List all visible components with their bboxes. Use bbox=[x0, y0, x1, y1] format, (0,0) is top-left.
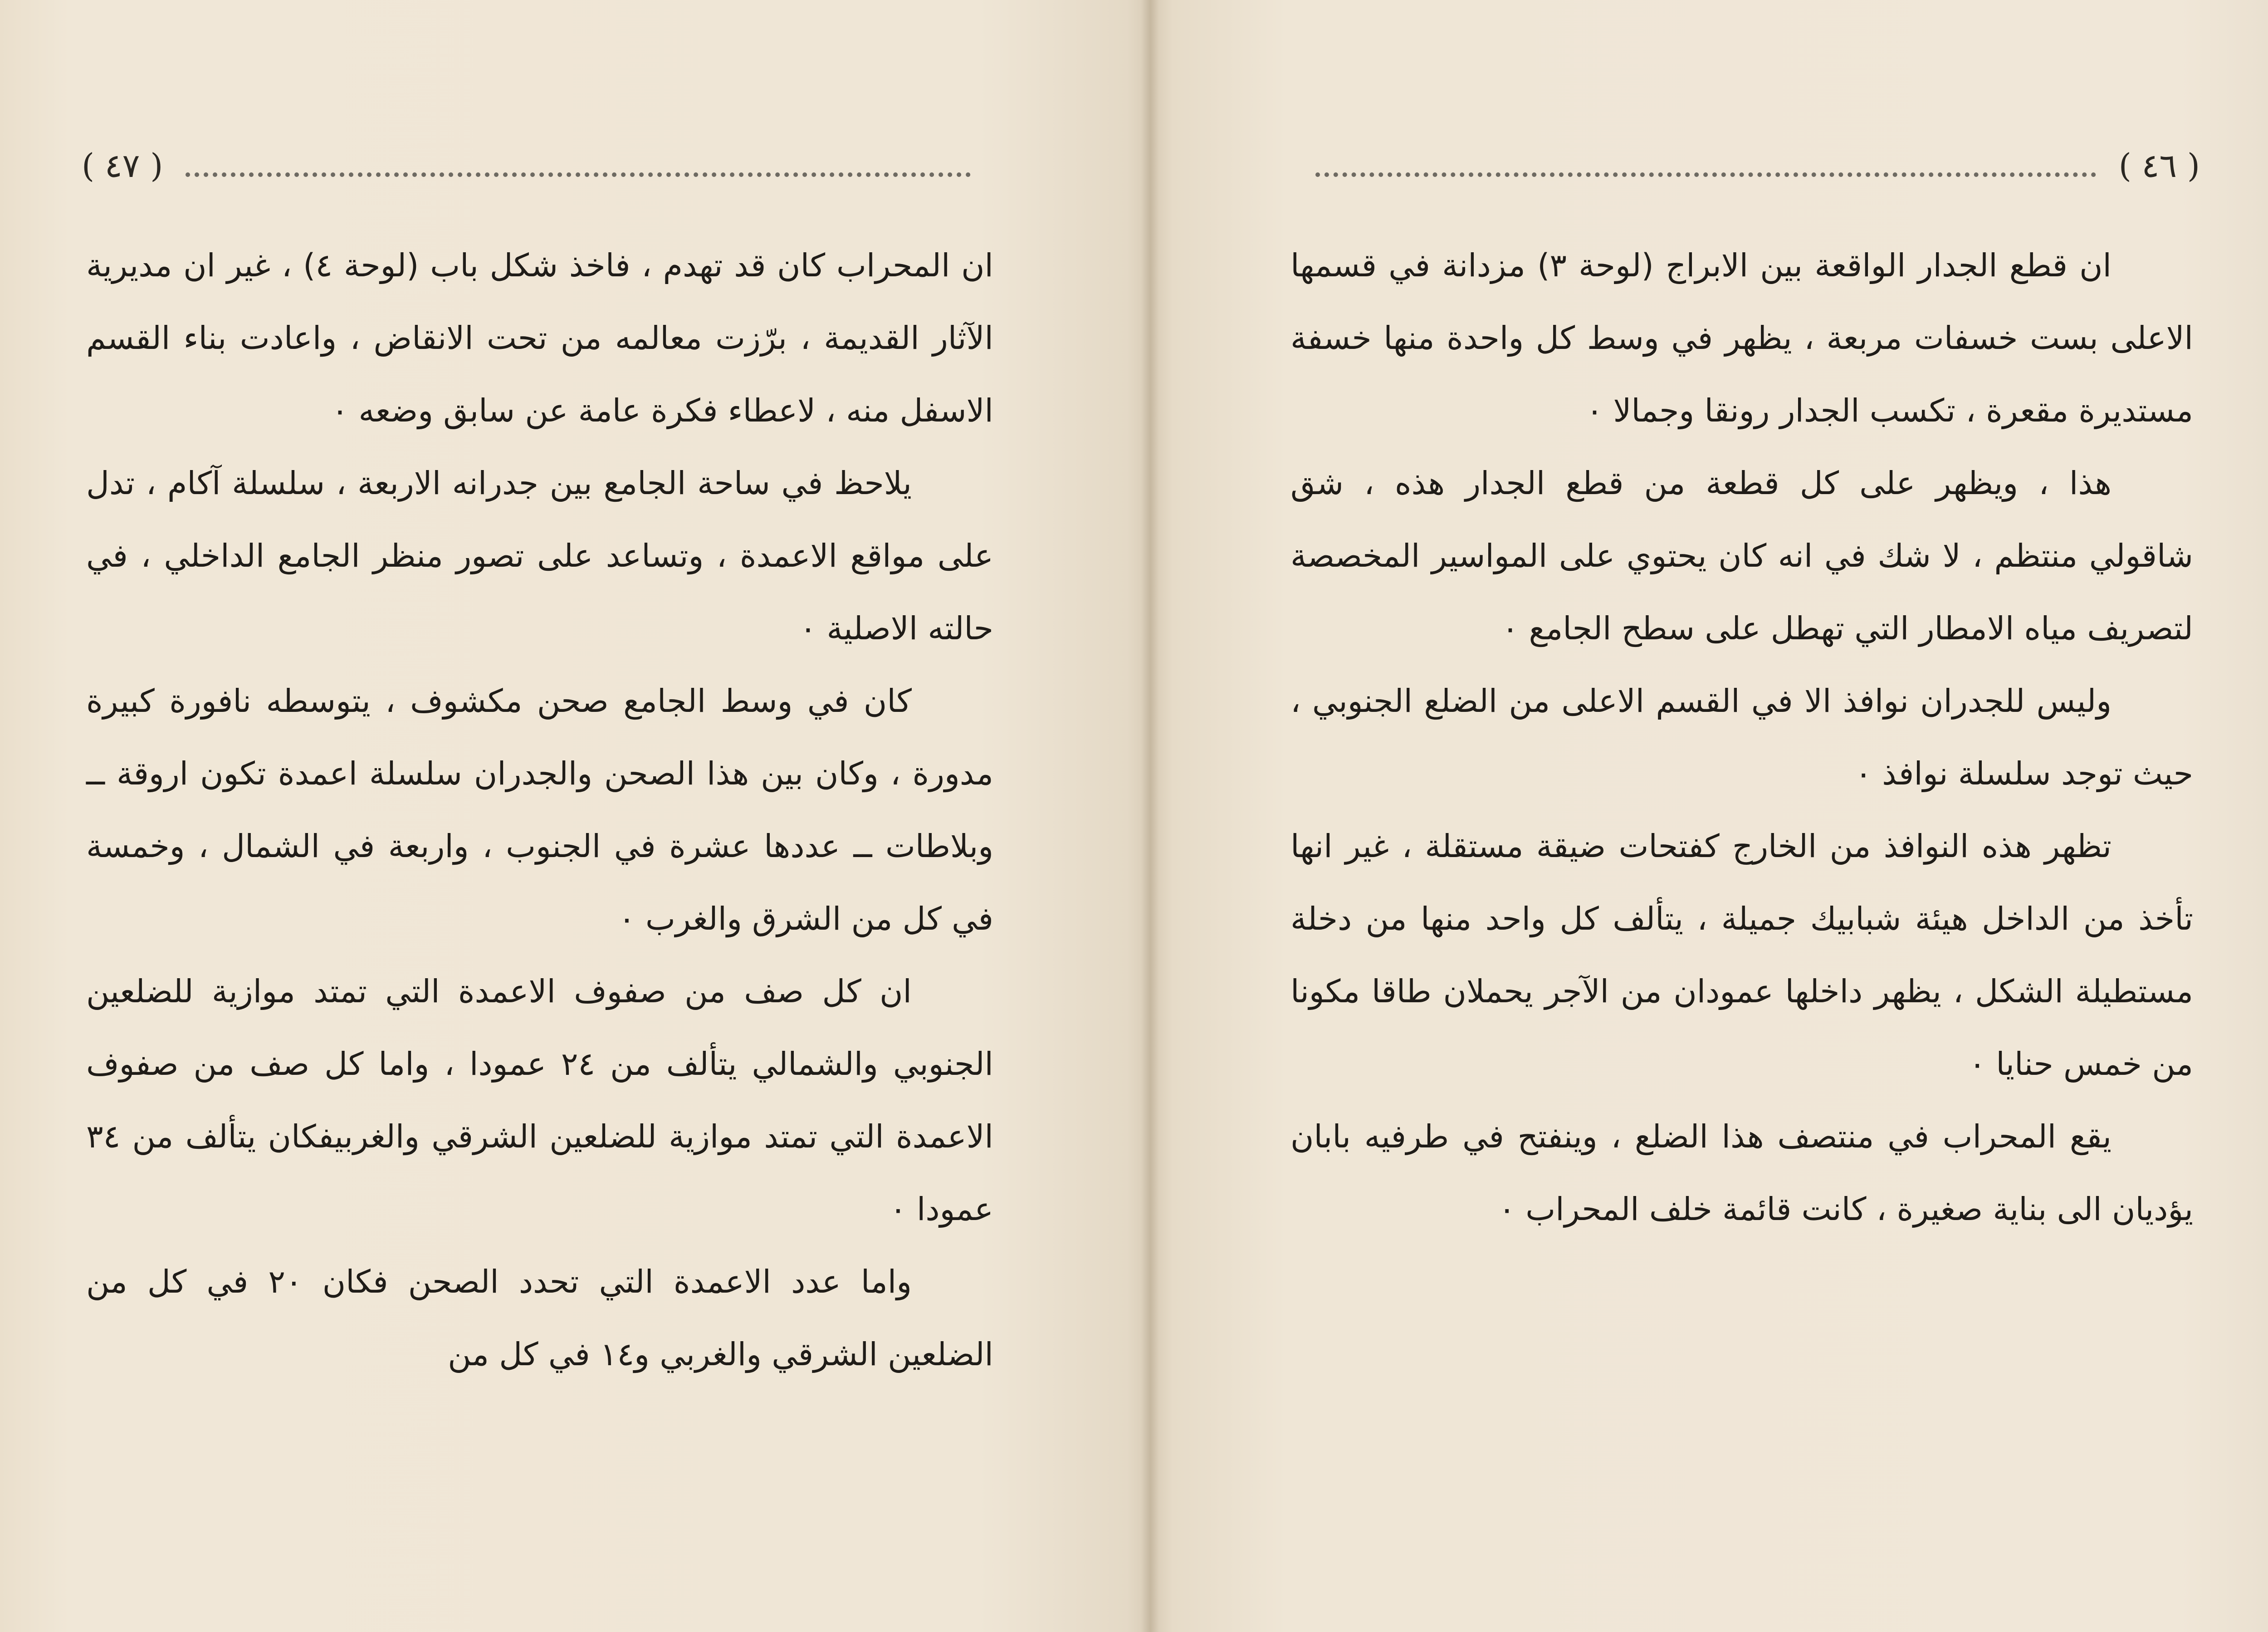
right-page bbox=[1150, 0, 2268, 1632]
right-paragraph-1: ان قطع الجدار الواقعة بين الابراج (لوحة ٣) مزدانة في قسمها الاعلى بست خسفات مربعة ، يظهر في وسط كل واحدة منها خسفة مستديرة مقعرة ، تكسب الجدار رونقا وجمالا ٠ bbox=[1290, 247, 2193, 429]
right-header-rule bbox=[1315, 172, 2096, 177]
left-paragraph-4: ان كل صف من صفوف الاعمدة التي تمتد موازية للضلعين الجنوبي والشمالي يتألف من ٢٤ عمودا ، واما كل صف من صفوف الاعمدة التي تمتد موازية للضلعين الشرقي والغربيفكان يتألف من ٣٤ عمودا ٠ bbox=[86, 973, 993, 1228]
left-paragraph-5: واما عدد الاعمدة التي تحدد الصحن فكان ٢٠ في كل من الضلعين الشرقي والغربي و١٤ في كل من bbox=[86, 1263, 993, 1373]
left-page-header bbox=[82, 136, 993, 195]
right-paragraph-4: تظهر هذه النوافذ من الخارج كفتحات ضيقة مستقلة ، غير انها تأخذ من الداخل هيئة شبابيك جميلة ، يتألف كل واحد منها من دخلة مستطيلة الشكل ، يظهر داخلها عمودان من الآجر يحملان طاقا مكونا من خمس حنايا ٠ bbox=[1290, 828, 2193, 1083]
left-page-text bbox=[86, 229, 993, 1391]
right-paragraph-5: يقع المحراب في منتصف هذا الضلع ، وينفتح في طرفيه بابان يؤديان الى بناية صغيرة ، كانت قائمة خلف المحراب ٠ bbox=[1290, 1118, 2193, 1228]
book-gutter bbox=[1141, 0, 1159, 1632]
left-page-number: ( ٤٧ ) bbox=[82, 147, 163, 185]
right-paragraph-2: هذا ، ويظهر على كل قطعة من قطع الجدار هذه ، شق شاقولي منتظم ، لا شك في انه كان يحتوي على المواسير المخصصة لتصريف مياه الامطار التي تهطل على سطح الجامع ٠ bbox=[1290, 465, 2193, 647]
right-page-number: ( ٤٦ ) bbox=[2118, 147, 2200, 185]
left-paragraph-1: ان المحراب كان قد تهدم ، فاخذ شكل باب (لوحة ٤) ، غير ان مديرية الآثار القديمة ، برّزت معالمه من تحت الانقاض ، واعادت بناء القسم الاسفل منه ، لاعطاء فكرة عامة عن سابق وضعه ٠ bbox=[86, 247, 994, 429]
left-header-rule bbox=[186, 172, 971, 177]
right-page-header bbox=[1293, 136, 2200, 195]
right-page-text bbox=[1290, 229, 2193, 1245]
right-paragraph-3: وليس للجدران نوافذ الا في القسم الاعلى من الضلع الجنوبي ، حيث توجد سلسلة نوافذ ٠ bbox=[1290, 682, 2193, 792]
left-paragraph-2: يلاحظ في ساحة الجامع بين جدرانه الاربعة ، سلسلة آكام ، تدل على مواقع الاعمدة ، وتساعد على تصور منظر الجامع الداخلي ، في حالته الاصلية ٠ bbox=[86, 465, 993, 647]
left-paragraph-3: كان في وسط الجامع صحن مكشوف ، يتوسطه نافورة كبيرة مدورة ، وكان بين هذا الصحن والجدران سلسلة اعمدة تكون اروقة ــ وبلاطات ــ عددها عشرة في الجنوب ، واربعة في الشمال ، وخمسة في كل من الشرق والغرب ٠ bbox=[86, 682, 993, 937]
